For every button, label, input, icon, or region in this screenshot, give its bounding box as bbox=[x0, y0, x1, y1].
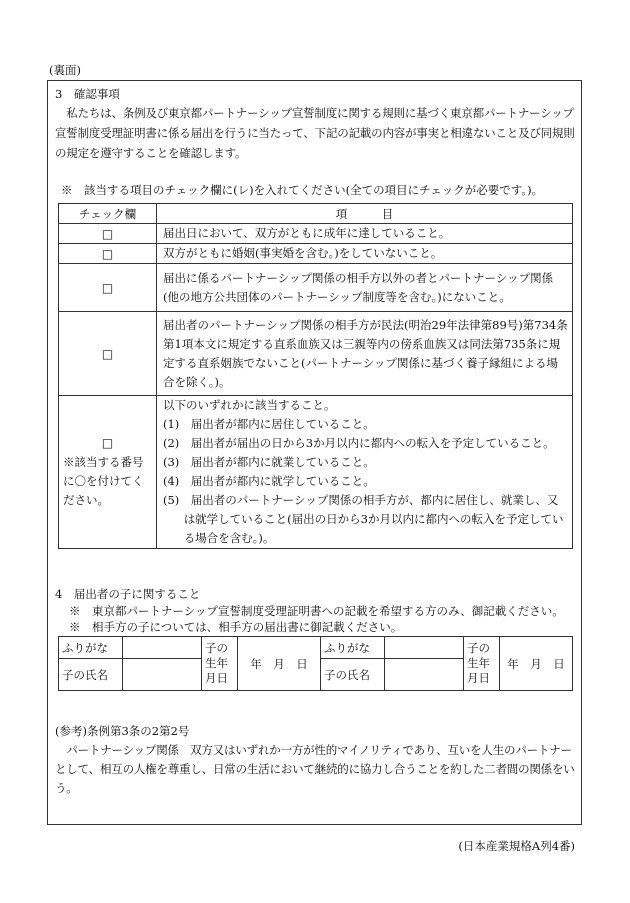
checkbox-4[interactable]: □ bbox=[59, 312, 157, 396]
child-name-label-2: 子の氏名 bbox=[321, 659, 385, 691]
section3-intro: 私たちは、条例及び東京都パートナーシップ宣誓制度に関する規則に基づく東京都パートナーシップ宣誓制度受理証明書に係る届出を行うに当たって、下記の記載の内容が事実と相違ないこと及び同規則の規定を遵守することを確認します。 bbox=[55, 106, 575, 160]
birthdate-input-1[interactable]: 年 月 日 bbox=[238, 637, 321, 691]
furigana-input-2[interactable] bbox=[385, 637, 464, 659]
residence-lead: 以下のいずれかに該当すること。 bbox=[163, 398, 336, 412]
reference-body: パートナーシップ関係 双方又はいずれか一方が性的マイノリティであり、互いを人生のパートナーとして、相互の人権を尊重し、日常の生活において継続的に協力し合うことを約した二者間の関係をいう。 bbox=[55, 743, 575, 795]
header-item: 項 目 bbox=[157, 204, 573, 224]
section4-heading: 4 届出者の子に関すること bbox=[55, 587, 201, 601]
reference-title: (参考)条例第3条の2第2号 bbox=[55, 724, 190, 738]
child-name-label-1: 子の氏名 bbox=[59, 659, 123, 691]
furigana-label-1: ふりがな bbox=[59, 637, 123, 659]
residence-option-5[interactable]: (5) 届出者のパートナーシップ関係の相手方が、都内に居住し、就業し、又は就学していること(届出の日から3か月以内に都内への転入を予定している場合を含む。)。 bbox=[163, 493, 564, 545]
checkbox-2[interactable]: □ bbox=[59, 244, 157, 264]
birthdate-input-2[interactable]: 年 月 日 bbox=[500, 637, 573, 691]
child-name-input-2[interactable] bbox=[385, 659, 464, 691]
furigana-input-1[interactable] bbox=[123, 637, 202, 659]
residence-option-3[interactable]: (3) 届出者が都内に就業していること。 bbox=[163, 455, 375, 469]
footer-note: (日本産業規格A列4番) bbox=[458, 839, 575, 853]
child-table bbox=[58, 636, 573, 691]
checkbox-5-cell[interactable] bbox=[59, 396, 157, 549]
furigana-label-2: ふりがな bbox=[321, 637, 385, 659]
checkbox-1[interactable]: □ bbox=[59, 224, 157, 244]
birthdate-label-1: 子の生年月日 bbox=[202, 637, 238, 691]
residence-option-1[interactable]: (1) 届出者が都内に居住していること。 bbox=[163, 417, 375, 431]
section3-instruction: ※ 該当する項目のチェック欄に(レ)を入れてください(全ての項目にチェックが必要です。)。 bbox=[61, 183, 544, 197]
section3-heading: 3 確認事項 bbox=[55, 87, 120, 101]
section4-note-1: ※ 東京都パートナーシップ宣誓制度受理証明書への記載を希望する方のみ、御記載ください。 bbox=[69, 604, 564, 618]
confirmation-item-4: 届出者のパートナーシップ関係の相手方が民法(明治29年法律第89号)第734条第1項本文に規定する直系血族又は三親等内の傍系血族又は同法第735条に規定する直系姻族でないこと(パートナーシップ関係に基づく養子縁組による場合を除く。)。 bbox=[157, 312, 573, 396]
child-name-input-1[interactable] bbox=[123, 659, 202, 691]
confirmation-item-1: 届出日において、双方がともに成年に達していること。 bbox=[157, 224, 573, 244]
confirmation-item-3: 届出に係るパートナーシップ関係の相手方以外の者とパートナーシップ関係(他の地方公共団体のパートナーシップ制度等を含む。)にないこと。 bbox=[157, 264, 573, 312]
birthdate-label-2: 子の生年月日 bbox=[464, 637, 500, 691]
checkbox-5[interactable]: □ bbox=[101, 436, 114, 450]
page-side-label: (裏面) bbox=[49, 63, 81, 77]
confirmation-item-5 bbox=[157, 396, 573, 549]
confirmation-item-2: 双方がともに婚姻(事実婚を含む。)をしていないこと。 bbox=[157, 244, 573, 264]
confirmation-table bbox=[58, 203, 573, 549]
residence-option-4[interactable]: (4) 届出者が都内に就学していること。 bbox=[163, 474, 375, 488]
circle-number-note: ※該当する番号に〇を付けてください。 bbox=[63, 455, 144, 507]
residence-option-2[interactable]: (2) 届出者が届出の日から3か月以内に都内への転入を予定していること。 bbox=[163, 436, 555, 450]
header-check: チェック欄 bbox=[59, 204, 157, 224]
checkbox-3[interactable]: □ bbox=[59, 264, 157, 312]
section4-note-2: ※ 相手方の子については、相手方の届出書に御記載ください。 bbox=[69, 620, 403, 634]
